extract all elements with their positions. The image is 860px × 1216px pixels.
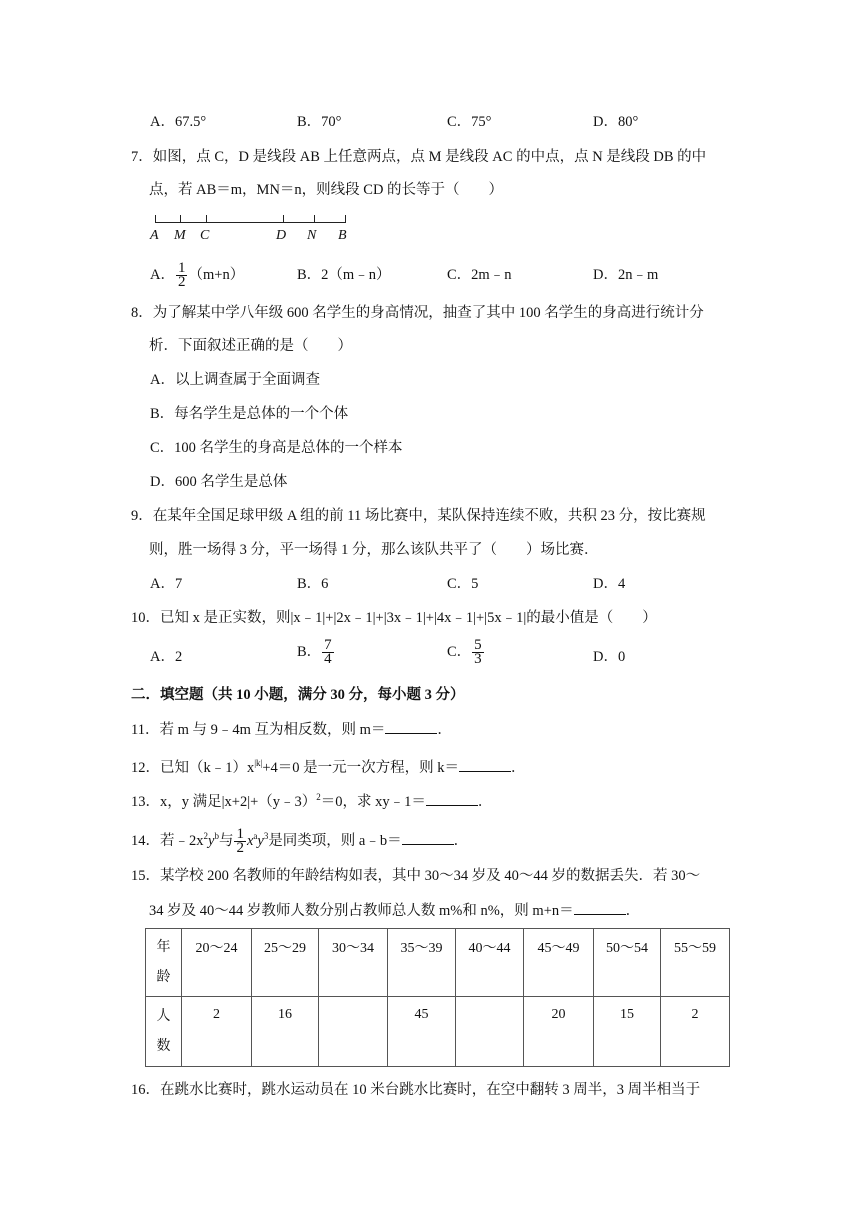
tick-n (314, 215, 315, 223)
fraction-numerator: 5 (474, 637, 482, 653)
q8-text-line2: 析．下面叙述正确的是（ ） (149, 338, 352, 354)
point-label-d: D (276, 228, 287, 243)
q8-option-c: C．100 名学生的身高是总体的一个样本 (150, 440, 403, 456)
q10-option-b-prefix: B． (297, 643, 322, 660)
q12-exponent: |k| (254, 758, 263, 768)
q10-option-a: A．2 (150, 649, 183, 665)
q6-option-b: B．70° (297, 114, 342, 130)
point-label-n: N (307, 228, 317, 243)
q8-text-line1: 8．为了解某中学八年级 600 名学生的身高情况，抽查了其中 100 名学生的身高进行统计分 (131, 305, 704, 321)
q14-var-x: x (246, 832, 254, 849)
tick-d (283, 215, 284, 223)
answer-blank[interactable] (426, 791, 478, 806)
q15-text-line2-content: 34 岁及 40～44 岁教师人数分别占教师总人数 m%和 n%，则 m+n＝ (149, 903, 574, 919)
q14-text-post: 是同类项，则 a﹣b＝ (268, 832, 402, 849)
table-cell: 50～54 (594, 929, 661, 997)
table-cell: 20 (524, 997, 594, 1067)
age-table (145, 928, 730, 1067)
table-row-header (146, 997, 182, 1067)
table-cell: 40～44 (456, 929, 524, 997)
q7-option-c: C．2m﹣n (447, 267, 512, 283)
q6-option-a: A．67.5° (150, 114, 207, 130)
table-cell: 55～59 (661, 929, 730, 997)
q7-option-b: B．2（m﹣n） (297, 267, 391, 283)
answer-blank[interactable] (385, 719, 437, 734)
table-cell: 45～49 (524, 929, 594, 997)
table-cell: 16 (252, 997, 319, 1067)
table-row-count (146, 997, 730, 1067)
q9-option-a: A．7 (150, 576, 183, 592)
q14-exp-a: a (253, 831, 258, 841)
fraction-denominator: 4 (324, 651, 332, 667)
point-label-a: A (150, 228, 159, 243)
fraction-numerator: 7 (324, 637, 332, 653)
q6-option-d: D．80° (593, 114, 639, 130)
q14-var-y2: y (257, 832, 264, 849)
q14-exp-x: 2 (203, 831, 208, 841)
point-label-m: M (174, 228, 186, 243)
fraction-numerator: 1 (177, 260, 186, 276)
q9-option-b: B．6 (297, 576, 329, 592)
fraction-denominator: 3 (474, 651, 482, 667)
q10-option-d: D．0 (593, 649, 626, 665)
fraction-denominator: 2 (236, 840, 244, 856)
table-row-header (146, 929, 182, 997)
q7-option-d: D．2n﹣m (593, 267, 659, 283)
q7-text-line2: 点，若 AB＝m，MN＝n，则线段 CD 的长等于（ ） (149, 182, 504, 198)
table-cell (456, 997, 524, 1067)
q7-text-line1: 7．如图，点 C，D 是线段 AB 上任意两点，点 M 是线段 AC 的中点，点 N 是线段 DB 的中 (131, 149, 707, 165)
point-label-b: B (338, 228, 347, 243)
table-cell (319, 997, 388, 1067)
q10-option-b (297, 639, 335, 666)
table-row-age (146, 929, 730, 997)
header-char: 年 (156, 939, 171, 955)
table-cell: 15 (594, 997, 661, 1067)
point-label-c: C (200, 228, 210, 243)
tick-c (206, 215, 207, 223)
table-cell: 2 (661, 997, 730, 1067)
q13: 13．x，y 满足|x+2|+（y﹣3）$^2$＝0，求 xy﹣1＝ ． (131, 792, 493, 810)
q12-text-pre: 12．已知（k﹣1）x (131, 759, 255, 776)
q8-option-b: B．每名学生是总体的一个个体 (150, 406, 349, 422)
tick-a (155, 215, 156, 223)
q10-text: 10．已知 x 是正实数，则|x﹣1|+|2x﹣1|+|3x﹣1|+|4x﹣1|+|5x﹣1|的最小值是（ ） (131, 610, 657, 626)
q9-option-c: C．5 (447, 576, 479, 592)
q15-text-line1: 15．某学校 200 名教师的年龄结构如表，其中 30～34 岁及 40～44 岁的数据丢失．若 30～ (131, 868, 701, 884)
q13-exponent: 2 (316, 792, 321, 802)
fraction-five-thirds (472, 639, 484, 666)
table-cell: 30～34 (319, 929, 388, 997)
section-heading: 二．填空题（共 10 小题，满分 30 分，每小题 3 分） (131, 687, 465, 703)
q14-var-y: y (208, 832, 215, 849)
answer-blank[interactable] (459, 757, 511, 772)
fraction-denominator: 2 (177, 274, 186, 290)
q13-text-pre: 13．x，y 满足|x+2|+（y﹣3） (131, 793, 317, 810)
table-cell: 20～24 (182, 929, 252, 997)
q15-text-line2: 34 岁及 40～44 岁教师人数分别占教师总人数 m%和 n%，则 m+n＝ ． (149, 900, 640, 921)
q7-option-a (150, 262, 244, 289)
header-char: 数 (156, 1038, 171, 1054)
q6-option-c: C．75° (447, 114, 492, 130)
tick-m (180, 215, 181, 223)
q13-text-post: ＝0，求 xy﹣1＝ (320, 793, 426, 810)
table-cell: 2 (182, 997, 252, 1067)
q9-text-line2: 则，胜一场得 3 分，平一场得 1 分，那么该队共平了（ ）场比赛． (149, 542, 599, 558)
answer-blank[interactable] (402, 830, 454, 845)
q7-option-a-prefix: A． (150, 266, 175, 283)
q14-exp-b: b (214, 831, 219, 841)
q14-text-pre: 14．若﹣2x (131, 832, 204, 849)
q12-text-post: +4＝0 是一元一次方程，则 k＝ (262, 759, 460, 776)
q14: 14．若$﹣2x^2y^b$与 $\frac{1}{2}$ $x^ay^3$是同类项，则 a﹣b＝ ． (131, 826, 469, 856)
tick-b (345, 215, 346, 223)
q16-text: 16．在跳水比赛时，跳水运动员在 10 米台跳水比赛时，在空中翻转 3 周半，3 周半相当于 (131, 1082, 701, 1098)
header-char: 龄 (156, 969, 171, 985)
q7-option-a-suffix: （m+n） (188, 266, 245, 283)
q11: 11．若 m 与 9﹣4m 互为相反数，则 m＝ ． (131, 719, 452, 740)
header-char: 人 (156, 1008, 171, 1024)
q9-text-line1: 9．在某年全国足球甲级 A 组的前 11 场比赛中，某队保持连续不败，共积 23 分，按比赛规 (131, 508, 706, 524)
table-cell: 25～29 (252, 929, 319, 997)
q11-text: 11．若 m 与 9﹣4m 互为相反数，则 m＝ (131, 722, 386, 738)
q10-option-c (447, 639, 485, 666)
q10-option-c-prefix: C． (447, 643, 472, 660)
fraction-seven-fourths (322, 639, 334, 666)
segment-line (155, 222, 346, 223)
q8-option-d: D．600 名学生是总体 (150, 474, 288, 490)
q14-exp-3: 3 (263, 831, 269, 841)
table-cell: 35～39 (388, 929, 456, 997)
fraction-half (234, 828, 246, 855)
fraction-numerator: 1 (236, 826, 244, 842)
q14-text-mid: 与 (218, 832, 234, 849)
q8-option-a: A．以上调查属于全面调查 (150, 372, 320, 388)
answer-blank[interactable] (574, 900, 626, 915)
q12: 12．已知$(k﹣1)x^{|k|}+4=0$ 是一元一次方程，则 k＝ ． (131, 758, 526, 776)
table-cell: 45 (388, 997, 456, 1067)
q9-option-d: D．4 (593, 576, 626, 592)
fraction-half (176, 262, 188, 289)
